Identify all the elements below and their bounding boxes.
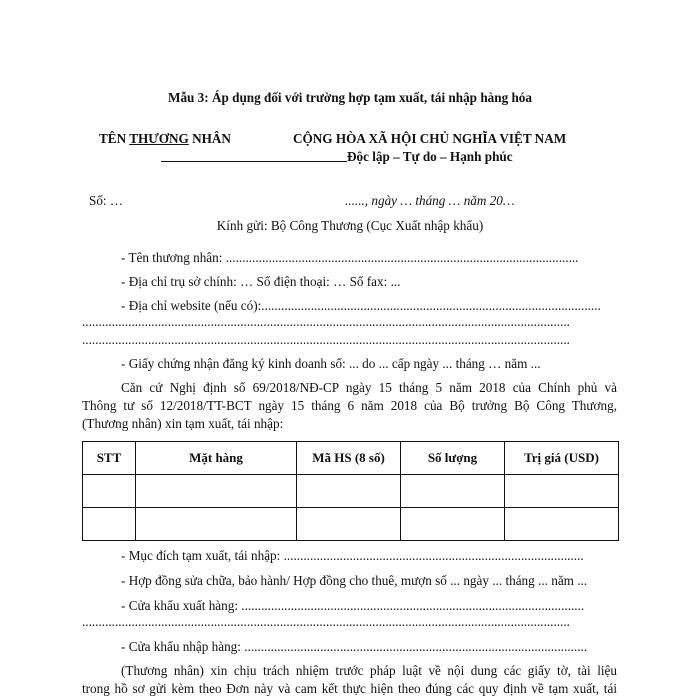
- field-address-phone-fax: - Địa chỉ trụ sở chính: … Số điện thoại: … Số fax: ...: [121, 274, 401, 289]
- table-row: [83, 475, 619, 508]
- country-name: CỘNG HÒA XÃ HỘI CHỦ NGHĨA VIỆT NAM: [293, 131, 567, 146]
- field-merchant-name: - Tên thương nhân: ...........................................................................................................: [121, 250, 579, 265]
- field-import-gate: - Cửa khẩu nhập hàng: ........................................................................................................: [121, 639, 588, 654]
- merchant-name-post: NHÂN: [188, 131, 231, 146]
- commitment-line-2: trong hồ sơ gửi kèm theo Đơn này và cam kết thực hiện theo đúng các quy định về tạm xuất, tái: [82, 681, 617, 696]
- table-cell[interactable]: [297, 508, 401, 541]
- basis-line-3: (Thương nhân) xin tạm xuất, tái nhập:: [82, 416, 284, 431]
- doc-number: Số: …: [89, 193, 124, 208]
- dotted-line-3: ....................................................................................................................................................: [82, 614, 570, 629]
- header-stt: STT: [83, 442, 136, 475]
- merchant-name-header: [99, 131, 231, 147]
- merchant-name-pre: TÊN: [99, 131, 130, 146]
- date-line: ......, ngày … tháng … năm 20…: [345, 193, 515, 208]
- table-cell[interactable]: [83, 475, 136, 508]
- basis-line-2: Thông tư số 12/2018/TT-BCT ngày 15 tháng 6 năm 2018 của Bộ trưởng Bộ Công Thương,: [82, 398, 617, 413]
- field-website: - Địa chỉ website (nếu có):.......................................................................................................: [121, 298, 601, 313]
- motto: Độc lập – Tự do – Hạnh phúc: [347, 149, 513, 164]
- basis-line-1: Căn cứ Nghị định số 69/2018/NĐ-CP ngày 15 tháng 5 năm 2018 của Chính phủ và: [121, 380, 617, 395]
- header-item: Mặt hàng: [136, 442, 297, 475]
- field-contract: - Hợp đồng sửa chữa, bảo hành/ Hợp đồng cho thuê, mượn số ... ngày ... tháng ... năm ...: [121, 573, 588, 588]
- field-export-gate: - Cửa khẩu xuất hàng: ........................................................................................................: [121, 598, 585, 613]
- signature-underline: [161, 161, 347, 162]
- table-cell[interactable]: [83, 508, 136, 541]
- recipient: Kính gửi: Bộ Công Thương (Cục Xuất nhập khẩu): [216, 218, 484, 233]
- commitment-line-1: (Thương nhân) xin chịu trách nhiệm trước pháp luật về nội dung các giấy tờ, tài liệu: [121, 663, 617, 678]
- form-title: Mẫu 3: Áp dụng đối với trường hợp tạm xuất, tái nhập hàng hóa: [168, 90, 532, 105]
- table-cell[interactable]: [505, 475, 619, 508]
- field-business-license: - Giấy chứng nhận đăng ký kinh doanh số: ... do ... cấp ngày ... tháng … năm ...: [121, 356, 541, 371]
- header-value: Trị giá (USD): [505, 442, 619, 475]
- header-quantity: Số lượng: [401, 442, 505, 475]
- table-cell[interactable]: [401, 475, 505, 508]
- table-cell[interactable]: [297, 475, 401, 508]
- field-purpose: - Mục đích tạm xuất, tái nhập: ...........................................................................................: [121, 548, 584, 563]
- goods-table: [82, 441, 619, 541]
- merchant-name-mid: THƯƠNG: [129, 131, 189, 146]
- dotted-line-2: ....................................................................................................................................................: [82, 332, 570, 347]
- table-cell[interactable]: [136, 475, 297, 508]
- table-cell[interactable]: [505, 508, 619, 541]
- table-cell[interactable]: [136, 508, 297, 541]
- header-hs-code: Mã HS (8 số): [297, 442, 401, 475]
- dotted-line-1: ....................................................................................................................................................: [82, 314, 570, 329]
- table-cell[interactable]: [401, 508, 505, 541]
- table-header-row: [83, 442, 619, 475]
- table-row: [83, 508, 619, 541]
